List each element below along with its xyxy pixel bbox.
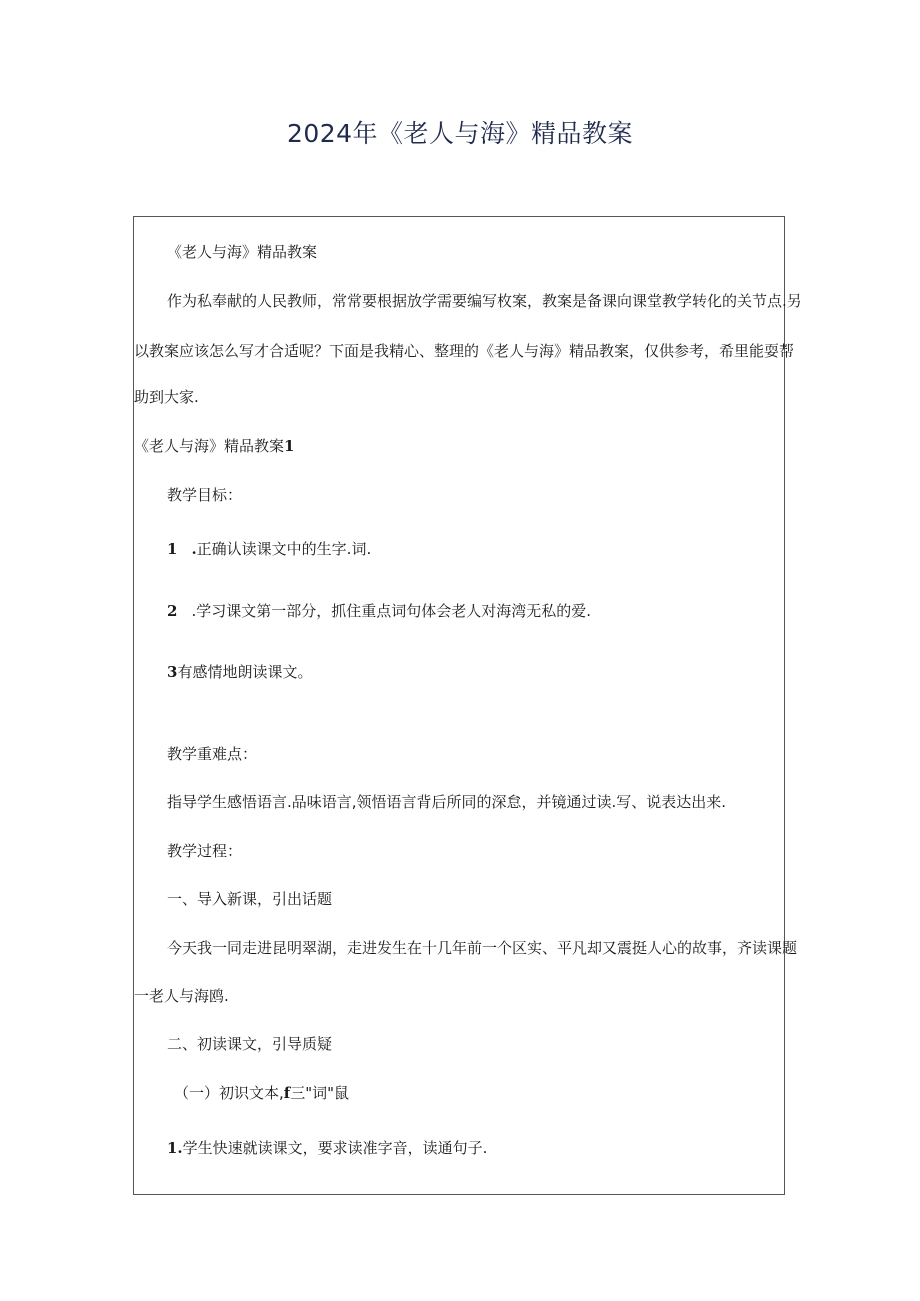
step2-sub-bold: f [283,1084,291,1102]
goal-item: 1 .正确认读课文中的生字.词. [167,540,372,558]
box-subtitle: 《老人与海》精品教案 [167,243,318,261]
goal-number: 2 [167,602,178,620]
goal-number: 1 [167,540,178,558]
goal-number: 3 [167,663,178,681]
step2-sub-text: （一）初识文本, [174,1084,284,1102]
intro-line-3: 助到大家. [134,388,199,406]
goal-item [167,601,591,621]
goal-text: 有感情地朗读课文。 [177,663,313,681]
difficulty-text: 指导学生感悟语言.品味语言,领悟语言背后所同的深怠，并镜通过读.写、说表达出来. [167,793,727,811]
step1-heading: 一、导入新课，引出话题 [167,890,333,908]
step2-heading: 二、初读课文，引导质疑 [167,1035,333,1053]
step2-item-text: 学生快速就读课文，要求读准字音，读通句子. [182,1139,488,1157]
step2-subheading [174,1083,349,1103]
document-title: 2024年《老人与海》精品教案 [286,119,634,148]
difficulty-heading: 教学重难点： [167,745,258,763]
step2-sub-tail: 三"词"鼠 [290,1084,350,1102]
intro-line-1: 作为私奉献的人民教师，常常要根据放学需要编写枚案，教案是备课向课堂教学转化的关节点.另 [167,292,802,310]
step2-item-number: 1. [167,1139,183,1157]
section-heading [134,436,294,456]
section-heading-number: 1 [284,437,295,455]
lesson-plan-box [133,216,802,1195]
goals-heading: 教学目标： [167,486,243,504]
goal-text: 正确认读课文中的生字.词. [196,540,372,558]
step1-text-line-2: 一老人与海鸥. [134,987,229,1005]
goal-item [167,662,312,682]
intro-line-2: 以教案应该怎么写才合适呢？下面是我精心、整理的《老人与海》精品教案，仅供参考，希里能耍帮 [134,342,795,360]
step2-item [167,1138,487,1158]
process-heading: 教学过程： [167,842,243,860]
section-heading-text: 《老人与海》精品教案 [134,437,285,455]
step1-text-line-1: 今天我一同走进昆明翠湖，走进发生在十几年前一个区实、平凡却又震挺人心的故事，齐读课题 [167,939,798,957]
goal-text: .学习课文第一部分，抓住重点词句体会老人对海湾无私的爱. [191,602,591,620]
